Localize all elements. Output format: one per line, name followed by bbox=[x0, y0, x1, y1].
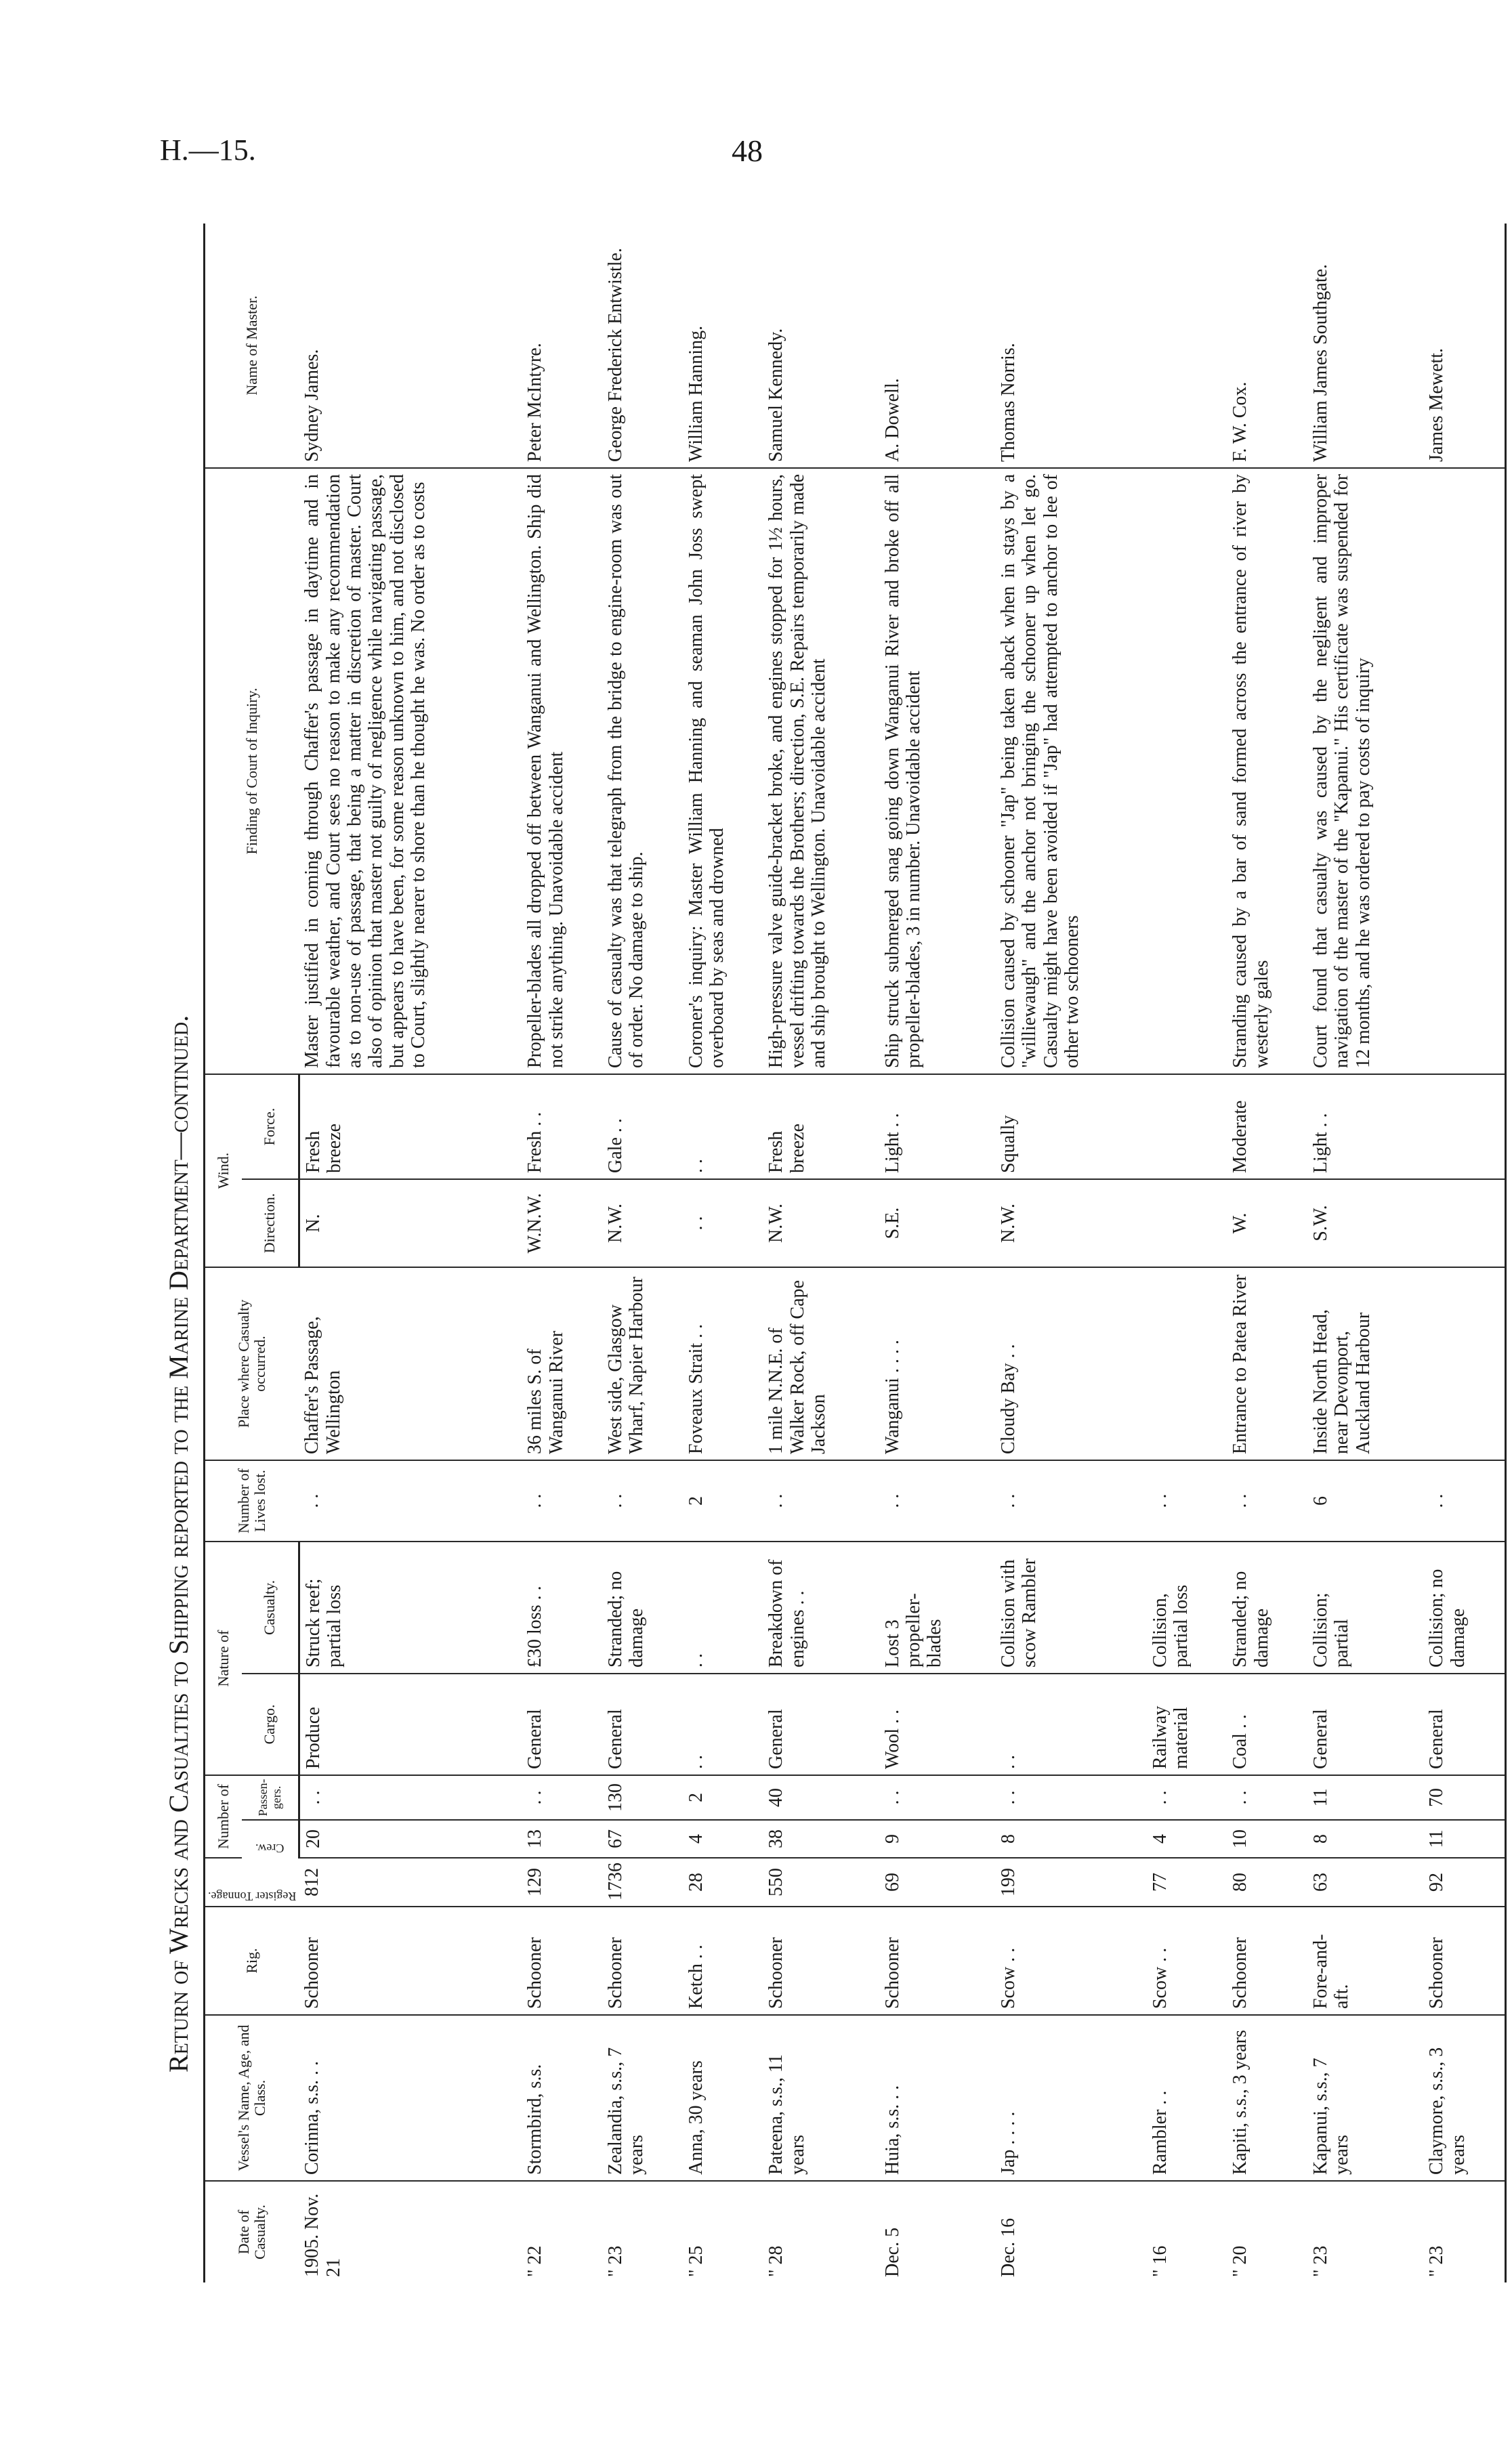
cell-finding: Collision caused by schooner "Jap" being taken aback when in stays by a "williewaugh" and the anchor not bringing the schooner up when let go. Casualty might have been avoided if "Jap" had attempted to anchor to lee of other two schooners bbox=[995, 468, 1147, 1074]
cell-casualty: Lost 3 propeller-blades bbox=[879, 1542, 995, 1674]
cell-rig: Scow . . bbox=[1147, 1907, 1227, 2015]
cell-master: Peter McIntyre. bbox=[522, 224, 602, 468]
cell-direction: N. bbox=[299, 1179, 522, 1267]
cell-finding: High-pressure valve guide-bracket broke, and engines stopped for 1½ hours, vessel drifting towards the Brothers; direction, S.E. Repairs temporarily made and ship brought to Wellington. Unavoidable accident bbox=[763, 468, 879, 1074]
col-casualty: Casualty. bbox=[242, 1542, 299, 1674]
cell-rig: Scow . . bbox=[995, 1907, 1147, 2015]
cell-crew: 9 bbox=[879, 1820, 995, 1858]
cell-direction: N.W. bbox=[763, 1179, 879, 1267]
cell-place: 36 miles S. of Wanganui River bbox=[522, 1267, 602, 1460]
cell-force: Light . . bbox=[1307, 1074, 1423, 1179]
cell-vessel: Zealandia, s.s., 7 years bbox=[602, 2015, 683, 2181]
cell-date: " 25 bbox=[685, 2245, 707, 2277]
col-crew: Crew. bbox=[242, 1820, 299, 1858]
table-body bbox=[299, 224, 1505, 2282]
cell-rig: Fore-and-aft. bbox=[1307, 1907, 1423, 2015]
cell-casualty: Collision; no damage bbox=[1423, 1542, 1505, 1674]
cell-place: Wanganui . . . . bbox=[879, 1267, 995, 1460]
cell-date: " 20 bbox=[1230, 2245, 1251, 2277]
cell-tonnage: 550 bbox=[763, 1858, 879, 1907]
cell-casualty: Collision; partial bbox=[1307, 1542, 1423, 1674]
cell-finding: Cause of casualty was that telegraph from the bridge to engine-room was out of order. No damage to ship. bbox=[602, 468, 683, 1074]
cell-cargo: Railway material bbox=[1147, 1674, 1227, 1775]
cell-date: " 23 bbox=[1309, 2245, 1331, 2277]
cell-passengers: . . bbox=[995, 1775, 1147, 1820]
cell-rig: Schooner bbox=[763, 1907, 879, 2015]
cell-lives: . . bbox=[299, 1460, 522, 1542]
cell-date: Dec. 5 bbox=[881, 2227, 903, 2277]
cell-vessel: Stormbird, s.s. bbox=[522, 2015, 602, 2181]
col-tonnage: Register Tonnage. bbox=[205, 1858, 299, 1907]
cell-tonnage: 92 bbox=[1423, 1858, 1505, 1907]
cell-crew: 20 bbox=[299, 1820, 522, 1858]
cell-place: 1 mile N.N.E. of Walker Rock, off Cape Jackson bbox=[763, 1267, 879, 1460]
table-row bbox=[522, 224, 602, 2282]
cell-force bbox=[1147, 1074, 1227, 1179]
cell-force: . . bbox=[683, 1074, 763, 1179]
col-force: Force. bbox=[242, 1074, 299, 1179]
cell-vessel: Kapanui, s.s., 7 years bbox=[1307, 2015, 1423, 2181]
cell-force: Squally bbox=[995, 1074, 1147, 1179]
cell-vessel: Huia, s.s. . . bbox=[879, 2015, 995, 2181]
col-finding: Finding of Court of Inquiry. bbox=[205, 468, 299, 1074]
cell-master: Sydney James. bbox=[299, 224, 522, 468]
wrecks-table-container bbox=[203, 224, 1470, 2282]
cell-date: " 16 bbox=[1149, 2245, 1171, 2277]
cell-date: " 22 bbox=[524, 2245, 546, 2277]
cell-direction: W. bbox=[1227, 1179, 1307, 1267]
cell-vessel: Jap . . . . bbox=[995, 2015, 1147, 2181]
cell-cargo: General bbox=[1307, 1674, 1423, 1775]
cell-finding: Propeller-blades all dropped off between Wanganui and Wellington. Ship did not strike anything. Unavoidable accident bbox=[522, 468, 602, 1074]
wrecks-table bbox=[203, 224, 1507, 2282]
cell-force: Fresh breeze bbox=[299, 1074, 522, 1179]
cell-cargo: General bbox=[522, 1674, 602, 1775]
cell-master: George Frederick Entwistle. bbox=[602, 224, 683, 468]
cell-vessel: Anna, 30 years bbox=[683, 2015, 763, 2181]
cell-finding bbox=[1423, 468, 1505, 1074]
cell-place bbox=[1147, 1267, 1227, 1460]
cell-direction bbox=[1147, 1179, 1227, 1267]
cell-casualty: Stranded; no damage bbox=[1227, 1542, 1307, 1674]
cell-lives: . . bbox=[995, 1460, 1147, 1542]
cell-crew: 67 bbox=[602, 1820, 683, 1858]
cell-place bbox=[1423, 1267, 1505, 1460]
cell-cargo: Produce bbox=[299, 1674, 522, 1775]
cell-passengers: 130 bbox=[602, 1775, 683, 1820]
table-row bbox=[1227, 224, 1307, 2282]
cell-finding: Ship struck submerged snag going down Wanganui River and broke off all propeller-blades, 3 in number. Unavoidable accident bbox=[879, 468, 995, 1074]
cell-lives: . . bbox=[1147, 1460, 1227, 1542]
col-place: Place where Casualty occurred. bbox=[205, 1267, 299, 1460]
cell-rig: Schooner bbox=[299, 1907, 522, 2015]
col-wind: Wind. bbox=[205, 1074, 243, 1267]
cell-rig: Ketch . . bbox=[683, 1907, 763, 2015]
cell-direction: S.W. bbox=[1307, 1179, 1423, 1267]
cell-crew: 38 bbox=[763, 1820, 879, 1858]
cell-master: Thomas Norris. bbox=[995, 224, 1147, 468]
cell-lives: . . bbox=[879, 1460, 995, 1542]
cell-tonnage: 69 bbox=[879, 1858, 995, 1907]
cell-direction: W.N.W. bbox=[522, 1179, 602, 1267]
cell-date: Dec. 16 bbox=[997, 2217, 1019, 2277]
cell-casualty: Collision, partial loss bbox=[1147, 1542, 1227, 1674]
cell-passengers: 70 bbox=[1423, 1775, 1505, 1820]
cell-rig: Schooner bbox=[522, 1907, 602, 2015]
table-row bbox=[763, 224, 879, 2282]
col-lives: Number of Lives lost. bbox=[205, 1460, 299, 1542]
cell-lives: . . bbox=[522, 1460, 602, 1542]
cell-passengers: . . bbox=[1147, 1775, 1227, 1820]
cell-crew: 13 bbox=[522, 1820, 602, 1858]
cell-cargo: . . bbox=[995, 1674, 1147, 1775]
col-direction: Direction. bbox=[242, 1179, 299, 1267]
cell-force: Light . . bbox=[879, 1074, 995, 1179]
cell-date: " 23 bbox=[605, 2245, 627, 2277]
cell-cargo: General bbox=[602, 1674, 683, 1775]
cell-date: " 28 bbox=[765, 2245, 787, 2277]
cell-finding: Master justified in coming through Chaffer's passage in daytime and in favourable weather, and Court sees no reason to make any recommendation as to non-use of passage, that being a matter in discretion of master. Court also of opinion that master not guilty of negligence while navigating passage, but appears to have been, for some reason unknown to him, and not disclosed to Court, slightly nearer to shore than he thought he was. No order as to costs bbox=[299, 468, 522, 1074]
cell-lives: . . bbox=[602, 1460, 683, 1542]
cell-cargo: . . bbox=[683, 1674, 763, 1775]
col-nature-of: Nature of bbox=[205, 1542, 243, 1775]
cell-tonnage: 77 bbox=[1147, 1858, 1227, 1907]
cell-master: William Hanning. bbox=[683, 224, 763, 468]
cell-casualty: Struck reef; partial loss bbox=[299, 1542, 522, 1674]
cell-date: " 23 bbox=[1423, 2181, 1505, 2282]
table-row bbox=[1307, 224, 1423, 2282]
cell-passengers: . . bbox=[522, 1775, 602, 1820]
cell-finding: Court found that casualty was caused by the negligent and improper navigation of the master of the "Kapanui." His certificate was suspended for 12 months, and he was ordered to pay costs of inquiry bbox=[1307, 468, 1423, 1074]
cell-tonnage: 28 bbox=[683, 1858, 763, 1907]
cell-casualty: Breakdown of engines . . bbox=[763, 1542, 879, 1674]
cell-passengers: . . bbox=[299, 1775, 522, 1820]
cell-vessel: Kapiti, s.s., 3 years bbox=[1227, 2015, 1307, 2181]
cell-tonnage: 1736 bbox=[602, 1858, 683, 1907]
cell-finding: Stranding caused by a bar of sand formed across the entrance of river by westerly gales bbox=[1227, 468, 1307, 1074]
cell-place: West side, Glasgow Wharf, Napier Harbour bbox=[602, 1267, 683, 1460]
cell-master: F. W. Cox. bbox=[1227, 224, 1307, 468]
cell-lives: 6 bbox=[1307, 1460, 1423, 1542]
cell-rig: Schooner bbox=[879, 1907, 995, 2015]
cell-lives: . . bbox=[1227, 1460, 1307, 1542]
table-row bbox=[879, 224, 995, 2282]
cell-passengers: . . bbox=[1227, 1775, 1307, 1820]
cell-direction: N.W. bbox=[995, 1179, 1147, 1267]
table-row bbox=[1147, 224, 1227, 2282]
col-rig: Rig. bbox=[205, 1907, 299, 2015]
cell-crew: 8 bbox=[995, 1820, 1147, 1858]
cell-vessel: Pateena, s.s., 11 years bbox=[763, 2015, 879, 2181]
page-number: 48 bbox=[732, 133, 763, 168]
cell-passengers: 11 bbox=[1307, 1775, 1423, 1820]
cell-force: Gale . . bbox=[602, 1074, 683, 1179]
cell-force: Moderate bbox=[1227, 1074, 1307, 1179]
table-row bbox=[995, 224, 1147, 2282]
cell-place: Inside North Head, near Devonport, Auckland Harbour bbox=[1307, 1267, 1423, 1460]
cell-casualty: . . bbox=[683, 1542, 763, 1674]
table-row bbox=[299, 224, 522, 2282]
cell-direction: . . bbox=[683, 1179, 763, 1267]
cell-master: James Mewett. bbox=[1423, 224, 1505, 468]
cell-date: 1905. Nov. 21 bbox=[301, 2193, 344, 2277]
col-cargo: Cargo. bbox=[242, 1674, 299, 1775]
cell-master bbox=[1147, 224, 1227, 468]
col-date: Date of Casualty. bbox=[205, 2181, 299, 2282]
cell-lives: 2 bbox=[683, 1460, 763, 1542]
cell-passengers: 40 bbox=[763, 1775, 879, 1820]
table-row bbox=[602, 224, 683, 2282]
cell-casualty: Stranded; no damage bbox=[602, 1542, 683, 1674]
cell-lives: . . bbox=[1423, 1460, 1505, 1542]
table-row bbox=[1423, 224, 1505, 2282]
cell-rig: Schooner bbox=[1227, 1907, 1307, 2015]
cell-casualty: £30 loss . . bbox=[522, 1542, 602, 1674]
cell-lives: . . bbox=[763, 1460, 879, 1542]
cell-casualty: Collision with scow Rambler bbox=[995, 1542, 1147, 1674]
col-vessel: Vessel's Name, Age, and Class. bbox=[205, 2015, 299, 2181]
page-reference: H.—15. bbox=[160, 133, 256, 167]
table-row bbox=[683, 224, 763, 2282]
cell-force: Fresh . . bbox=[522, 1074, 602, 1179]
cell-crew: 11 bbox=[1423, 1820, 1505, 1858]
cell-crew: 10 bbox=[1227, 1820, 1307, 1858]
cell-place: Chaffer's Passage, Wellington bbox=[299, 1267, 522, 1460]
cell-tonnage: 812 bbox=[299, 1858, 522, 1907]
cell-rig: Schooner bbox=[602, 1907, 683, 2015]
cell-passengers: . . bbox=[879, 1775, 995, 1820]
cell-force: Fresh breeze bbox=[763, 1074, 879, 1179]
cell-vessel: Rambler . . bbox=[1147, 2015, 1227, 2181]
cell-place: Cloudy Bay . . bbox=[995, 1267, 1147, 1460]
cell-force bbox=[1423, 1074, 1505, 1179]
cell-finding bbox=[1147, 468, 1227, 1074]
cell-place: Foveaux Strait . . bbox=[683, 1267, 763, 1460]
col-number-of: Number of bbox=[205, 1775, 243, 1858]
cell-tonnage: 199 bbox=[995, 1858, 1147, 1907]
cell-tonnage: 63 bbox=[1307, 1858, 1423, 1907]
cell-cargo: General bbox=[1423, 1674, 1505, 1775]
cell-direction: S.E. bbox=[879, 1179, 995, 1267]
cell-master: A. Dowell. bbox=[879, 224, 995, 468]
col-master: Name of Master. bbox=[205, 224, 299, 468]
cell-cargo: Coal . . bbox=[1227, 1674, 1307, 1775]
cell-passengers: 2 bbox=[683, 1775, 763, 1820]
cell-crew: 4 bbox=[1147, 1820, 1227, 1858]
cell-crew: 8 bbox=[1307, 1820, 1423, 1858]
cell-master: Samuel Kennedy. bbox=[763, 224, 879, 468]
cell-tonnage: 129 bbox=[522, 1858, 602, 1907]
cell-tonnage: 80 bbox=[1227, 1858, 1307, 1907]
cell-cargo: Wool . . bbox=[879, 1674, 995, 1775]
cell-cargo: General bbox=[763, 1674, 879, 1775]
col-passengers: Passen-gers. bbox=[242, 1775, 299, 1820]
cell-place: Entrance to Patea River bbox=[1227, 1267, 1307, 1460]
cell-vessel: Claymore, s.s., 3 years bbox=[1423, 2015, 1505, 2181]
cell-finding: Coroner's inquiry: Master William Hanning and seaman John Joss swept overboard by seas and drowned bbox=[683, 468, 763, 1074]
cell-direction bbox=[1423, 1179, 1505, 1267]
cell-vessel: Corinna, s.s. . . bbox=[299, 2015, 522, 2181]
cell-master: William James Southgate. bbox=[1307, 224, 1423, 468]
cell-crew: 4 bbox=[683, 1820, 763, 1858]
cell-rig: Schooner bbox=[1423, 1907, 1505, 2015]
cell-direction: N.W. bbox=[602, 1179, 683, 1267]
